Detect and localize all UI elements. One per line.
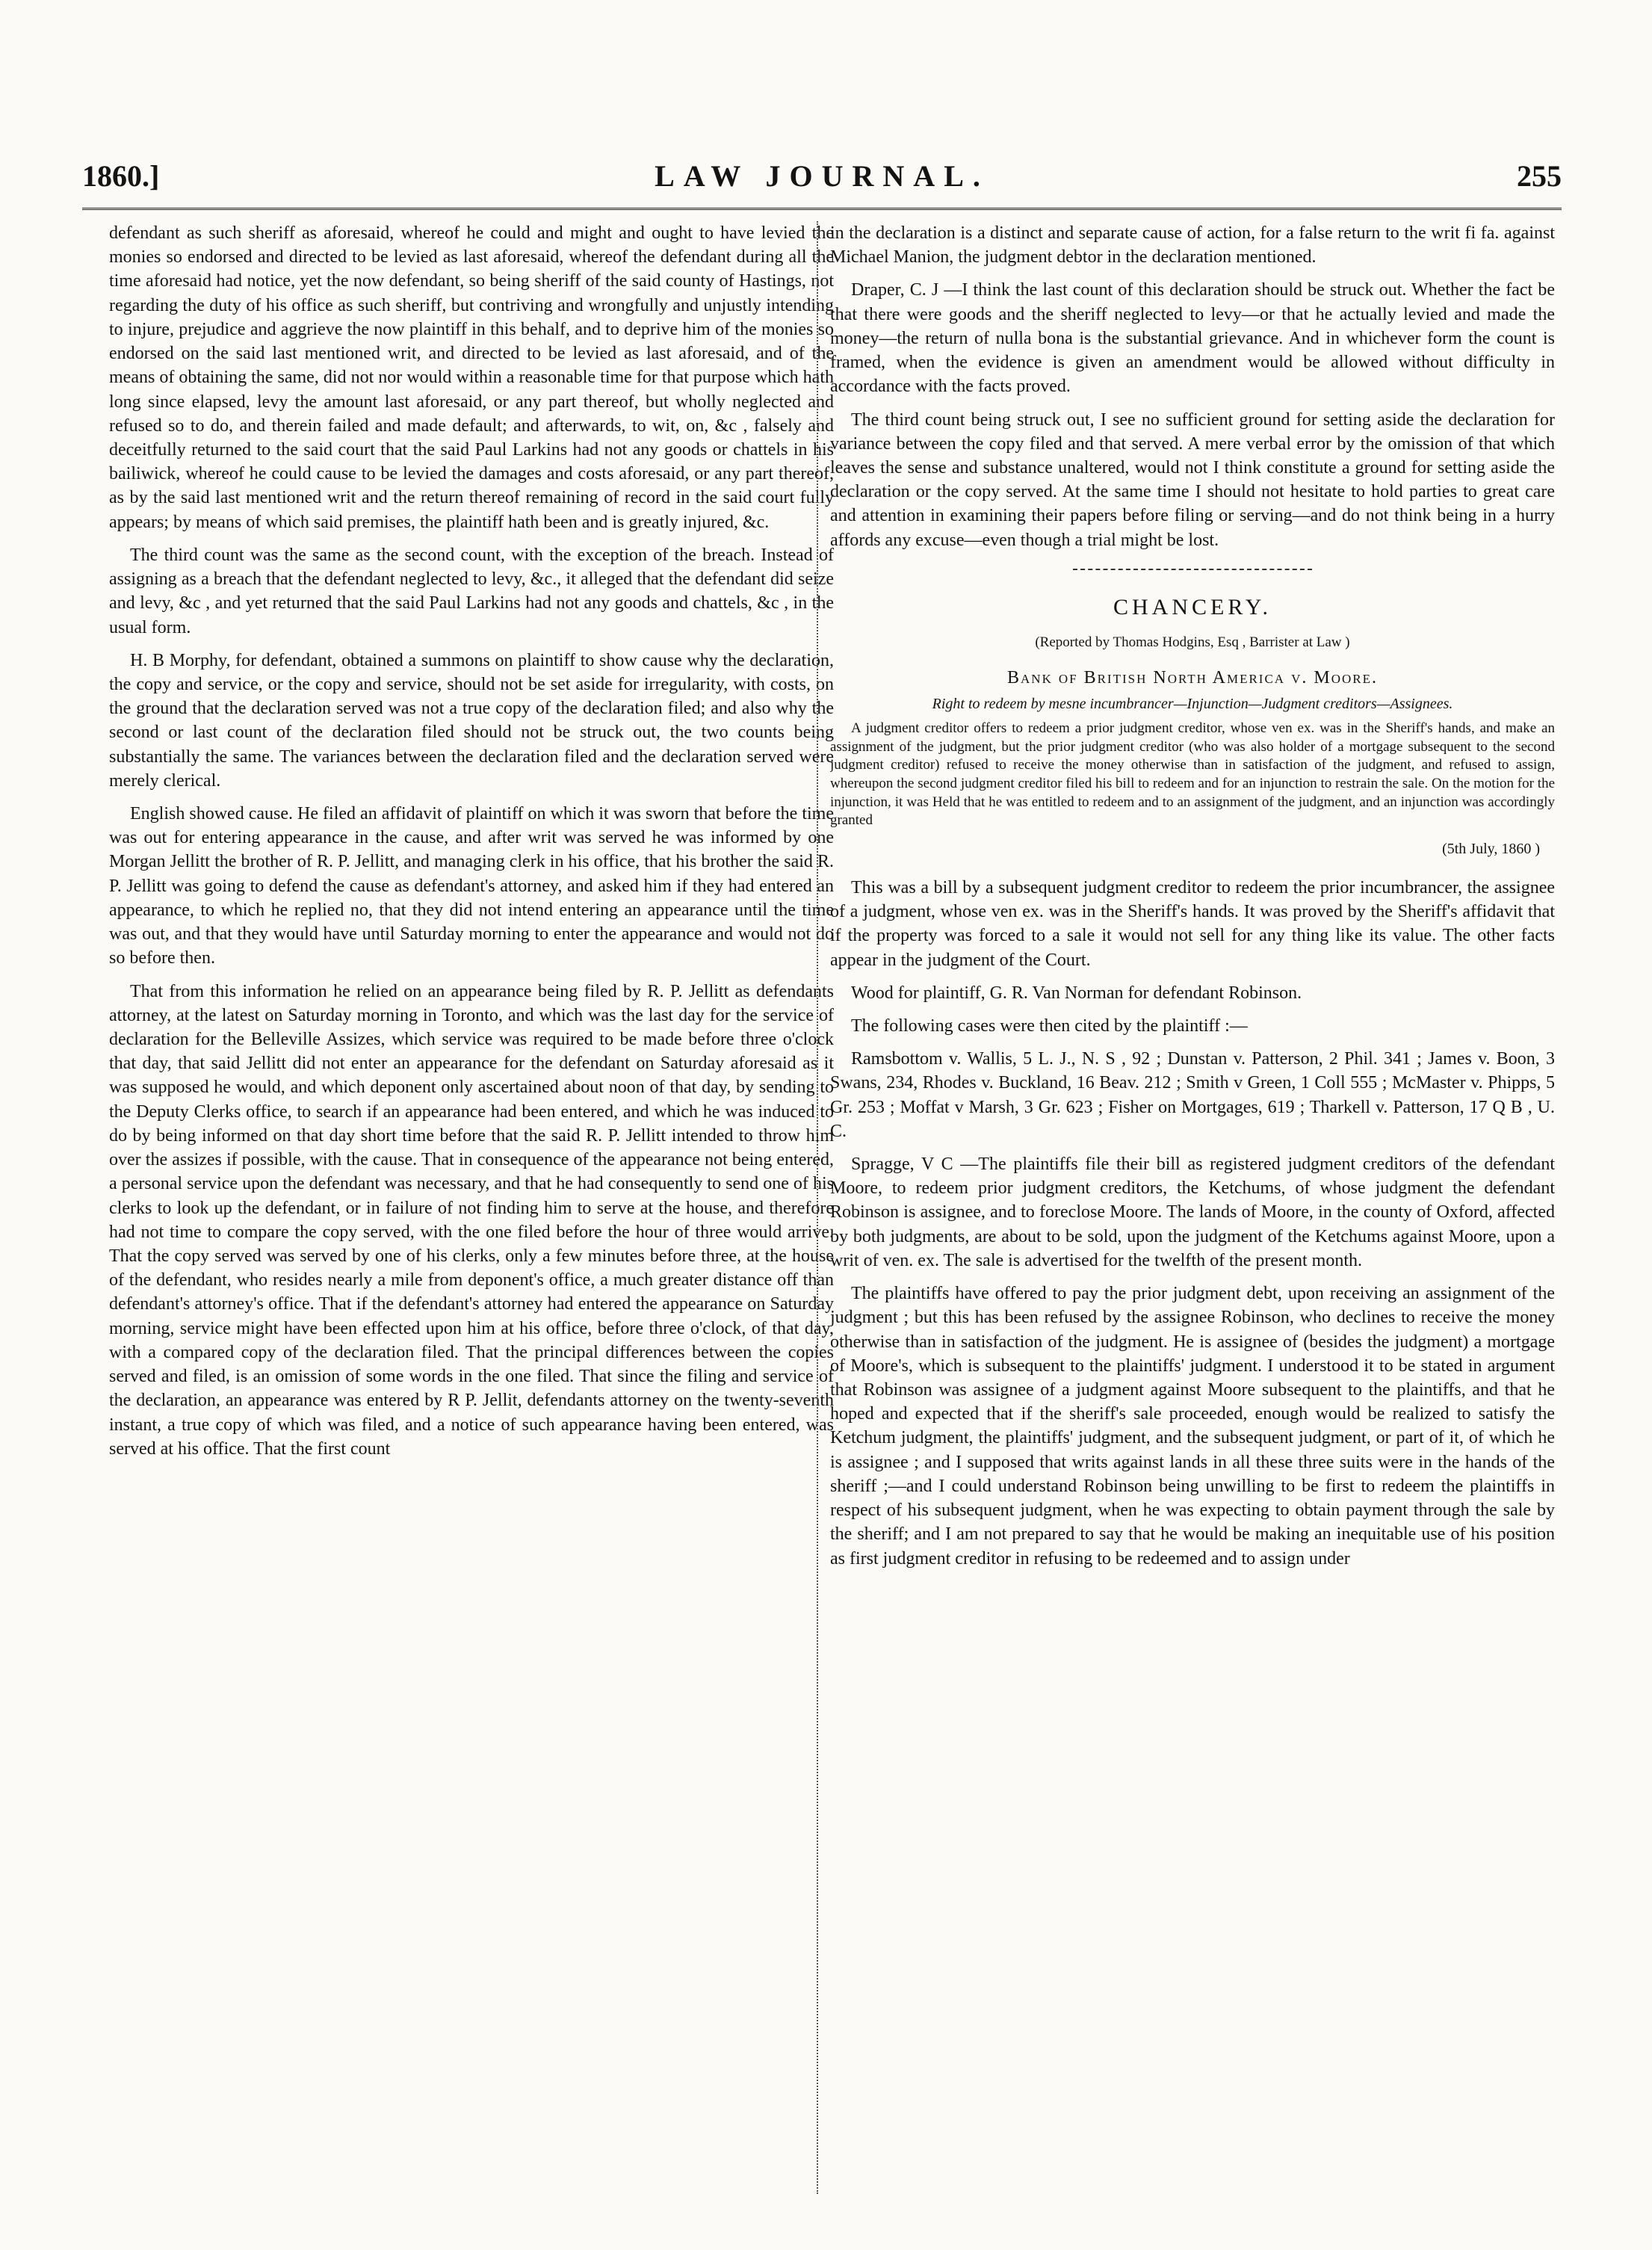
paragraph: This was a bill by a subsequent judgment creditor to redeem the prior incumbrancer, the assignee of a judgment, whose ven ex. was in the Sheriff's hands. It was proved by the Sheriff's affidavit that if the property was forced to a sale it would not sell for any thing like its value. The other facts appear in the judgment of the Court. xyxy=(830,877,1555,970)
paragraph: defendant as such sheriff as aforesaid, whereof he could and might and ought to have levied the monies so endorsed and directed to be levied as last aforesaid, whereof the defendant during all the time aforesaid had notice, yet the now defendant, so being sheriff of the said county of Hastings, not regarding the duty of his office as such sheriff, but contriving and wrongfully and unjustly intending to injure, prejudice and aggrieve the now plaintiff in this behalf, and to deprive him of the monies so endorsed on the said last mentioned writ, and directed to be levied as last aforesaid, and of the means of obtaining the same, did not nor would within a reasonable time for that purpose which hath long since elapsed, levy the amount last aforesaid, or any part thereof, but wholly neglected and refused so to do, and therein failed and made default; and afterwards, to wit, on, &c , falsely and deceitfully returned to the said court that the said Paul Larkins had not any goods or chattels in his bailiwick, whereof he could cause to be levied the damages and costs aforesaid, or any part thereof, as by the said last mentioned writ and the return thereof remaining of record in the said court fully appears; by means of which said premises, the plaintiff hath been and is greatly injured, &c. xyxy=(109,223,834,532)
section-title: CHANCERY. xyxy=(1113,594,1272,619)
left-column xyxy=(109,221,834,2194)
headnote: A judgment creditor offers to redeem a prior judgment creditor, whose ven ex. was in the Sheriff's hands, and make an assignment of the judgment, but the prior judgment creditor (who was also holder of a mortgage subsequent to the second judgment creditor) refused to receive the money otherwise than in satisfaction of the judgment, and refused to assign, whereupon the second judgment creditor filed his bill to redeem and for an injunction to restrain the sale. On the motion for the injunction, it was Held that he was entitled to redeem and to an assignment of the judgment, and an injunction was accordingly granted xyxy=(830,720,1555,829)
paragraph: The third count being struck out, I see no sufficient ground for setting aside the declaration for variance between the copy filed and that served. A mere verbal error by the omission of that which leaves the sense and substance unaltered, would not I think constitute a ground for setting aside the declaration or the copy served. At the same time I should not hesitate to hold parties to great care and attention in examining their papers before filing or serving—and do not think being in a hurry affords any excuse—even though a trial might be lost. xyxy=(830,409,1555,550)
reporter-line: (Reported by Thomas Hodgins, Esq , Barrister at Law ) xyxy=(1035,634,1350,651)
paragraph: The plaintiffs have offered to pay the prior judgment debt, upon receiving an assignment of the judgment ; but this has been refused by the assignee Robinson, who declines to receive the money otherwise than in satisfaction of the judgment. He is assignee of (besides the judgment) a mortgage of Moore's, which is subsequent to the plaintiffs' judgment. I understood it to be stated in argument that Robinson was assignee of a judgment against Moore subsequent to the plaintiffs, and that he hoped and expected that if the sheriff's sale proceeded, enough would be realized to satisfy the Ketchum judgment, the plaintiffs' judgment, and the subsequent judgment, or part of it, of which he is assignee ; and I supposed that writs against lands in all these three suits were in the hands of the sheriff ;—and I could understand Robinson being unwilling to be first to redeem the plaintiffs in respect of his subsequent judgment, when he was expecting to obtain payment through the sale by the sheriff; and I am not prepared to say that he would be making an inequitable use of his position as first judgment creditor in refusing to be redeemed and to assign under xyxy=(830,1284,1555,1568)
paragraph: in the declaration is a distinct and separate cause of action, for a false return to the writ fi fa. against Michael Manion, the judgment debtor in the declaration mentioned. xyxy=(830,223,1555,268)
section-separator xyxy=(1073,569,1312,570)
paragraph: Wood for plaintiff, G. R. Van Norman for defendant Robinson. xyxy=(851,983,1302,1003)
paragraph: That from this information he relied on an appearance being filed by R. P. Jellitt as defendants attorney, at the latest on Saturday morning in Toronto, and which was the last day for the service of declaration for the Belleville Assizes, which service was required to be made before three o'clock that day, that said Jellitt did not enter an appearance for the defendant on Saturday aforesaid as it was supposed he would, and which deponent only ascertained about noon of that day, by sending to the Deputy Clerks office, to search if an appearance had been entered, and which he was induced to do by being informed on that day short time before that the said R. P. Jellitt intended to throw him over the assizes if possible, with the cause. That in consequence of the appearance not being entered, a personal service upon the defendant was necessary, and that he had consequently to send one of his clerks to look up the defendant, or in failure of not finding him to serve at the house, and therefore had not time to compare the copy served, with the one filed before the hour of three would arrive. That the copy served was served by one of his clerks, only a few minutes before three, at the house of the defendant, who resides nearly a mile from deponent's office, a much greater distance off than defendant's attorney's office. That if the defendant's attorney had entered the appearance on Saturday morning, service might have been effected upon him at his office, before three o'clock, of that day, with a compared copy of the declaration filed. That the principal differences between the copies served and filed, is an omission of some words in the one filed. That since the filing and service of the declaration, an appearance was entered by R P. Jellit, defendants attorney on the twenty-seventh instant, a true copy of which was filed, and a notice of such appearance having been entered, was served at his office. That the first count xyxy=(109,981,834,1459)
header-rule xyxy=(82,208,1562,210)
journal-title: LAW JOURNAL. xyxy=(655,159,989,193)
paragraph: The third count was the same as the second count, with the exception of the breach. Instead of assigning as a breach that the defendant neglected to levy, &c., it alleged that the defendant did seize and levy, &c , and yet returned that the said Paul Larkins had not any goods and chattels, &c , in the usual form. xyxy=(109,545,834,637)
paragraph: The following cases were then cited by the plaintiff :— xyxy=(851,1016,1248,1036)
right-column xyxy=(830,221,1555,2194)
paragraph: Draper, C. J —I think the last count of this declaration should be struck out. Whether the fact be that there were goods and the sheriff neglected to levy—or that he actually levied and made the money—the return of nulla bona is the substantial grievance. And in whichever form the count is framed, when the evidence is given an amendment would be allowed without difficulty in accordance with the facts proved. xyxy=(830,280,1555,397)
header-year: 1860.] xyxy=(82,159,160,193)
column-divider xyxy=(817,221,818,2194)
page-header xyxy=(82,158,1562,203)
paragraph: English showed cause. He filed an affidavit of plaintiff on which it was sworn that before the time was out for entering appearance in the cause, and after writ was served he was informed by one Morgan Jellitt the brother of R. P. Jellitt, and managing clerk in his office, that his brother the said R. P. Jellitt was going to defend the cause as defendant's attorney, and asked him if they had entered an appearance, to which he replied no, that they did not intend entering an appearance until the time was out, and that they would have until Saturday morning to enter the appearance and would not do so before then. xyxy=(109,804,834,968)
case-title: Bank of British North America v. Moore. xyxy=(1007,667,1378,687)
paragraph: Spragge, V C —The plaintiffs file their bill as registered judgment creditors of the defendant Moore, to redeem prior judgment creditors, the Ketchums, of whose judgment the defendant Robinson is assignee, and to foreclose Moore. The lands of Moore, in the county of Oxford, affected by both judgments, are about to be sold, upon the judgment of the Ketchums against Moore, upon a writ of ven. ex. The sale is advertised for the twelfth of the present month. xyxy=(830,1155,1555,1270)
cases-cited: Ramsbottom v. Wallis, 5 L. J., N. S , 92 ; Dunstan v. Patterson, 2 Phil. 341 ; James v. Boon, 3 Swans, 234, Rhodes v. Buckland, 16 Beav. 212 ; Smith v Green, 1 Coll 555 ; McMaster v. Phipps, 5 Gr. 253 ; Moffat v Marsh, 3 Gr. 623 ; Fisher on Mortgages, 619 ; Tharkell v. Patterson, 17 Q B , U. C. xyxy=(830,1049,1555,1141)
page-number: 255 xyxy=(1517,159,1562,193)
paragraph: H. B Morphy, for defendant, obtained a summons on plaintiff to show cause why the declaration, the copy and service, or the copy and service, should not be set aside for irregularity, with costs, on the ground that the declaration served was not a true copy of the declaration filed; and also why the second or last count of the declaration filed should not be struck out, the two counts being substantially the same. The variances between the declaration filed and the declaration served were merely clerical. xyxy=(109,650,834,791)
catchwords: Right to redeem by mesne incumbrancer—Injunction—Judgment creditors—Assignees. xyxy=(932,695,1453,712)
decision-date: (5th July, 1860 ) xyxy=(1442,840,1540,857)
